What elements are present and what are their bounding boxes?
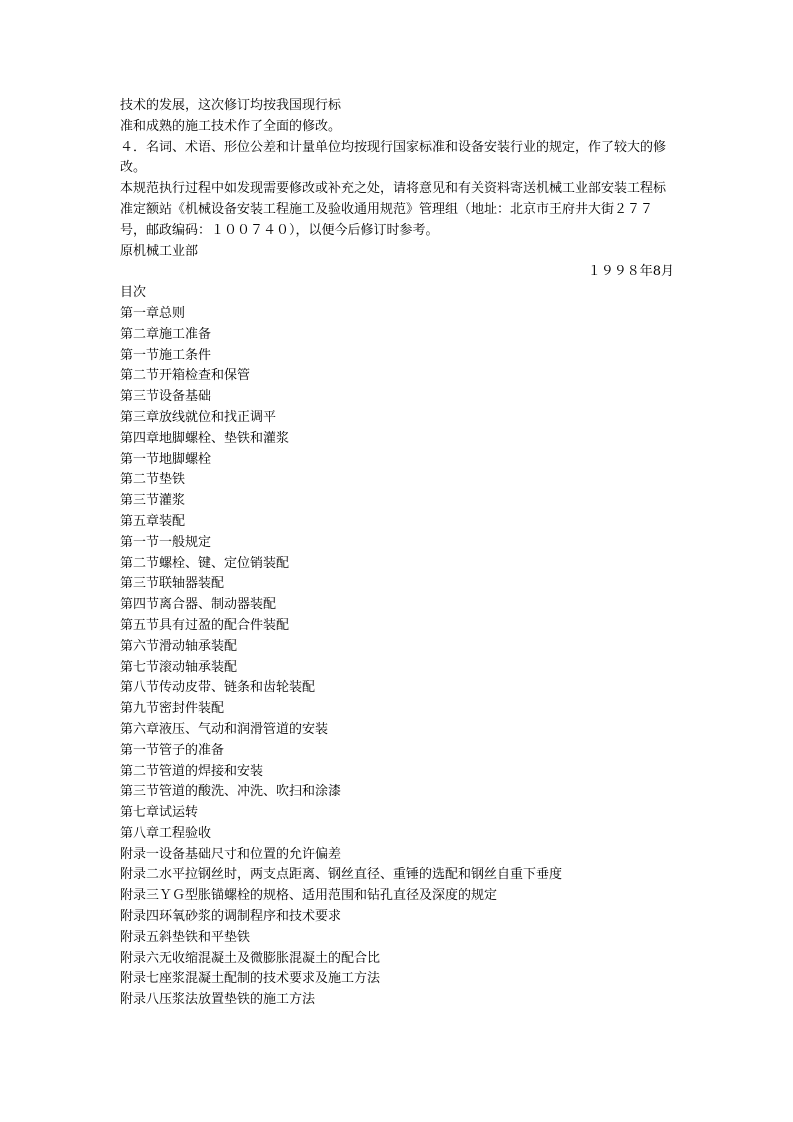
toc-item: 附录一设备基础尺寸和位置的允许偏差 [120, 846, 342, 862]
toc-item: 第一节施工条件 [120, 347, 212, 363]
toc-item: 附录七座浆混凝土配制的技术要求及施工方法 [120, 971, 381, 987]
toc-item: 第三节设备基础 [120, 389, 212, 405]
toc-item: 第三节联轴器装配 [120, 576, 225, 592]
toc-item: 第五章装配 [120, 513, 186, 529]
toc-item: 第一章总则 [120, 305, 186, 321]
toc-heading: 目次 [120, 285, 147, 301]
toc-item: 第二节开箱检查和保管 [120, 368, 251, 384]
toc-item: 第七节滚动轴承装配 [120, 659, 238, 675]
toc-item: 第九节密封件装配 [120, 701, 225, 717]
toc-item: 第三节管道的酸洗、冲洗、吹扫和涂漆 [120, 784, 342, 800]
preface-paragraph: 技术的发展，这次修订均按我国现行标 [120, 98, 342, 113]
toc-item: 第一节地脚螺栓 [120, 451, 212, 467]
toc-item: 第五节具有过盈的配合件装配 [120, 617, 290, 633]
preface-paragraph: 本规范执行过程中如发现需要修改或补充之处，请将意见和有关资料寄送机械工业部安装工程标准定额站《机械设备安装工程施工及验收通用规范》管理组（地址：北京市王府井大街２７７号，邮政编码：１００７４０），以便今后修订时参考。 [120, 181, 667, 238]
toc-item: 附录五斜垫铁和平垫铁 [120, 929, 251, 945]
preface-paragraph: ４．名词、术语、形位公差和计量单位均按现行国家标准和设备安装行业的规定，作了较大的修改。 [120, 139, 667, 176]
toc-item: 第四章地脚螺栓、垫铁和灌浆 [120, 430, 290, 446]
document-page [120, 96, 674, 1011]
preface-section [120, 96, 674, 283]
toc-item: 附录四环氧砂浆的调制程序和技术要求 [120, 909, 342, 925]
toc-item: 第三章放线就位和找正调平 [120, 409, 277, 425]
toc-item: 附录六无收缩混凝土及微膨胀混凝土的配合比 [120, 950, 381, 966]
toc-item: 第八节传动皮带、链条和齿轮装配 [120, 680, 316, 696]
toc-item: 第六章液压、气动和润滑管道的安装 [120, 721, 329, 737]
toc-item: 第七章试运转 [120, 805, 199, 821]
toc-item: 第八章工程验收 [120, 825, 212, 841]
toc-item: 附录二水平拉钢丝时，两支点距离、钢丝直径、重锤的选配和钢丝自重下垂度 [120, 867, 563, 883]
toc-list [120, 304, 674, 1011]
issue-date: １９９８年8月 [587, 264, 674, 280]
toc-item: 第二节螺栓、键、定位销装配 [120, 555, 290, 571]
toc-item: 第四节离合器、制动器装配 [120, 597, 277, 613]
toc-item: 第一节管子的准备 [120, 742, 225, 758]
toc-item: 第二节垫铁 [120, 472, 186, 488]
toc-item: 第一节一般规定 [120, 534, 212, 550]
toc-item: 第六节滑动轴承装配 [120, 638, 238, 654]
toc-item: 第二章施工准备 [120, 326, 212, 342]
toc-item: 附录八压浆法放置垫铁的施工方法 [120, 992, 316, 1008]
issuer: 原机械工业部 [120, 243, 199, 259]
toc-item: 第二节管道的焊接和安装 [120, 763, 264, 779]
toc-item: 第三节灌浆 [120, 493, 186, 509]
table-of-contents [120, 283, 674, 1011]
toc-item: 附录三ＹＧ型胀锚螺栓的规格、适用范围和钻孔直径及深度的规定 [120, 888, 498, 904]
preface-paragraph: 准和成熟的施工技术作了全面的修改。 [120, 118, 342, 134]
